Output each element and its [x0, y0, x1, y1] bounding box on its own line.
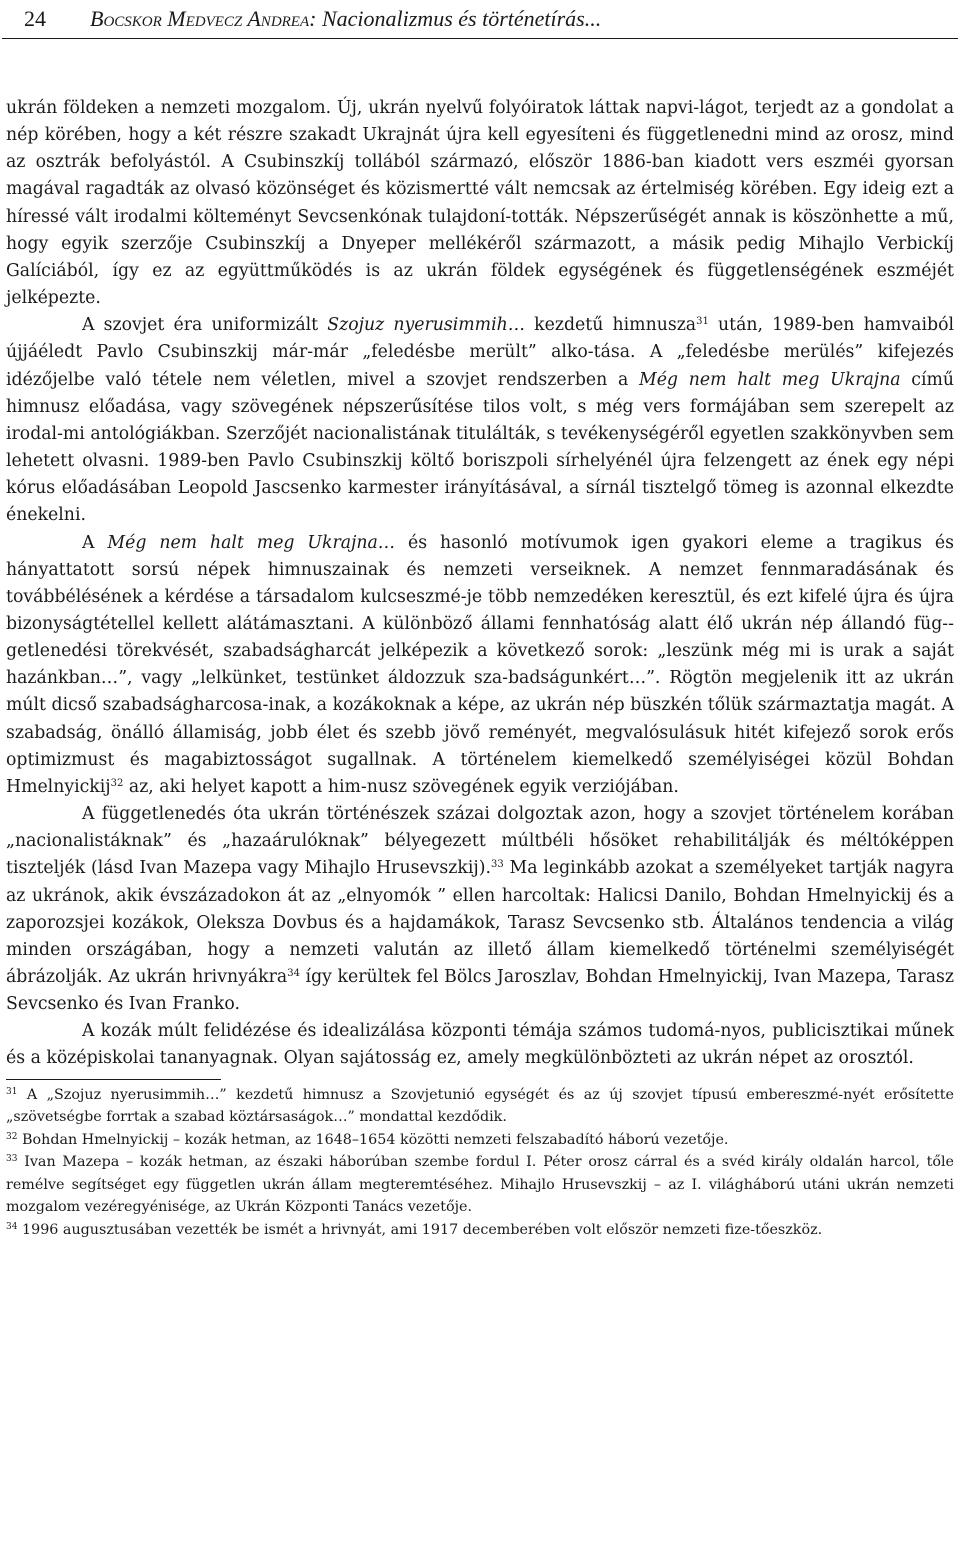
header-book-title: Nacionalizmus és történetírás...	[321, 6, 602, 31]
text-run: A kozák múlt felidézése és idealizálása központi témája számos tudomá-nyos, publicisztikai műnek és a középiskolai tananyagnak. Olyan sajátosság ez, amely megkülönbözteti az ukrán népet az orosztól.	[6, 1021, 954, 1069]
footnote	[6, 1129, 954, 1152]
footnote	[6, 1151, 954, 1219]
footnote	[6, 1219, 954, 1242]
header-title-line	[90, 6, 601, 32]
running-header	[2, 0, 958, 39]
footnote-text: Bohdan Hmelnyickij – kozák hetman, az 1648–1654 közötti nemzeti felszabadító háború vezetője.	[17, 1131, 729, 1148]
footnote-ref: 34	[287, 968, 300, 979]
paragraph	[6, 801, 954, 1018]
footnote-separator	[6, 1079, 221, 1080]
paragraph	[6, 95, 954, 312]
text-run: és hasonló motívumok igen gyakori eleme a tragikus és hányattatott sorsú népek himnuszainak és nemzeti verseiknek. A nemzet fennmaradásának és továbbélésének a kérdése a társadalom kulcseszmé-je több nemzedéken keresztül, és ezt kifelé újra és újra bizonyságtétellel kellett alátámasztani. A különböző állami fennhatóság alatt élő ukrán nép állandó füg-getlenedési törekvését, szabadságharcát jelképezik a következő sorok: „leszünk még mi is urak a saját hazánkban…”, vagy „lelkünket, testünket áldozzuk sza-badságunkért…”. Rögtön megjelenik itt az ukrán múlt dicső szabadságharcosa-inak, a kozákoknak a képe, az ukrán nép büszkén tőlük származtatja magát. A szabadság, önálló államiság, jobb élet és szebb jövő reményét, megvalósulásuk hitét kifejező sorok erős optimizmust és magabiztosságot sugallnak. A történelem kiemelkedő személyiségei közül Bohdan Hmelnyickij	[6, 532, 954, 797]
text-run: ukrán földeken a nemzeti mozgalom. Új, ukrán nyelvű folyóiratok láttak napvi-lágot, terjedt az a gondolat a nép körében, hogy a két részre szakadt Ukrajnát újra kell egyesíteni és függetlenedni mind az orosz, mind az osztrák befolyástól. A Csubinszkíj tollából származó, először 1886-ban kiadott vers eszméi gyorsan magával ragadták az olvasó közönséget és közismertté vált nemcsak az értelmiség körében. Egy ideig ezt a híressé vált irodalmi költeményt Sevcsenkónak tulajdoní-tották. Népszerűségét annak is köszönhette a mű, hogy egyik szerzője Csubinszkíj a Dnyeper mellékéről származott, a másik pedig Mihajlo Verbickíj Galíciából, így ez az együttműködés is az ukrán földek egységének és függetlenségének eszméjét jelképezte.	[6, 98, 954, 309]
italic-title: Még nem halt meg Ukrajna	[639, 369, 901, 390]
text-run: kezdetű himnusza	[525, 315, 697, 336]
text-run: így kerültek fel Bölcs Jaroszlav, Bohdan Hmelnyickij, Ivan Mazepa, Tarasz Sevcsenko és Ivan Franko.	[6, 967, 954, 1015]
footnote-number: 32	[6, 1131, 18, 1142]
header-colon: :	[309, 6, 317, 31]
footnote-number: 33	[6, 1154, 18, 1165]
italic-title: Még nem halt meg Ukrajna…	[107, 532, 396, 553]
paragraph	[6, 1018, 954, 1072]
paragraph	[6, 312, 954, 529]
text-run: A	[82, 532, 108, 553]
footnote-ref: 33	[491, 859, 504, 871]
text-run: az, aki helyet kapott a him-nusz szövegének egyik verziójában.	[123, 776, 679, 797]
footnotes	[6, 1084, 954, 1242]
footnote-number: 31	[6, 1086, 18, 1097]
text-run: A szovjet éra uniformizált	[82, 315, 328, 336]
footnote	[6, 1084, 954, 1129]
header-author: Bocskor Medvecz Andrea	[90, 6, 310, 31]
text-run: című himnusz előadása, vagy szövegének népszerűsítése tilos volt, s még vers formájában sem szerepelt az irodal-mi antológiákban. Szerzőjét nacionalistának titulálták, s tevékenységéről egyetlen szakkönyvben sem lehetett olvasni. 1989-ben Pavlo Csubinszkij költő boriszpoli sírhelyénél újra felzengett az ének egy népi kórus előadásában Leopold Jascsenko karmester irányításával, a sírnál tisztelgő tömeg is azonnal elkezdte énekelni.	[6, 369, 954, 526]
footnote-number: 34	[6, 1221, 18, 1232]
footnote-ref: 31	[696, 316, 709, 328]
page-number: 24	[24, 6, 46, 31]
italic-title: Szojuz nyerusimmih…	[327, 315, 526, 336]
paragraph	[6, 530, 954, 802]
footnote-text: 1996 augusztusában vezették be ismét a hrivnyát, ami 1917 decemberében volt először nemzeti fize-tőeszköz.	[17, 1221, 823, 1238]
footnote-text: A „Szojuz nyerusimmih…” kezdetű himnusz a Szovjetunió egységét és az új szovjet típusú embereszmé-nyét erősítette „szövetségbe forrtak a szabad köztársaságok…” mondattal kezdődik.	[6, 1086, 954, 1126]
text-run: A függetlenedés óta ukrán történészek százai dolgoztak azon, hogy a szovjet történelem korában „nacionalistáknak” és „hazaárulóknak” bélyegezett múltbéli hősöket rehabilitálják és méltóképpen tiszteljék (lásd Ivan Mazepa vagy Mihajlo Hrusevszkij).	[6, 804, 954, 879]
footnote-ref: 32	[110, 777, 124, 789]
main-text	[6, 95, 954, 1073]
footnote-text: Ivan Mazepa – kozák hetman, az északi háborúban szembe fordul I. Péter orosz cárral és a svéd király oldalán harcol, tőle remélve segítséget egy független ukrán állam megteremtéséhez. Mihajlo Hrusevszkij – az I. világháború utáni ukrán nemzeti mozgalom vezéregyénisége, az Ukrán Központi Tanács vezetője.	[6, 1154, 954, 1216]
text-run: után, 1989-ben hamvaiból újjáéledt Pavlo Csubinszkij már-már „feledésbe merült” alko-tása. A „feledésbe merülés” kifejezés idézőjelbe való tétele nem véletlen, mivel a szovjet rendszerben a	[6, 315, 955, 390]
text-run: Ma leginkább azokat a személyeket tartják nagyra az ukránok, akik évszázadokon át az „elnyomók ” ellen harcoltak: Halicsi Danilo, Bohdan Hmelnyickij és a zaporozsjei kozákok, Oleksza Dovbus és a hajdamákok, Tarasz Sevcsenko stb. Általános tendencia a világ minden országában, hogy a nemzeti valután az illető állam kiemelkedő történelmi személyiségét ábrázolják. Az ukrán hrivnyákra	[6, 858, 954, 987]
